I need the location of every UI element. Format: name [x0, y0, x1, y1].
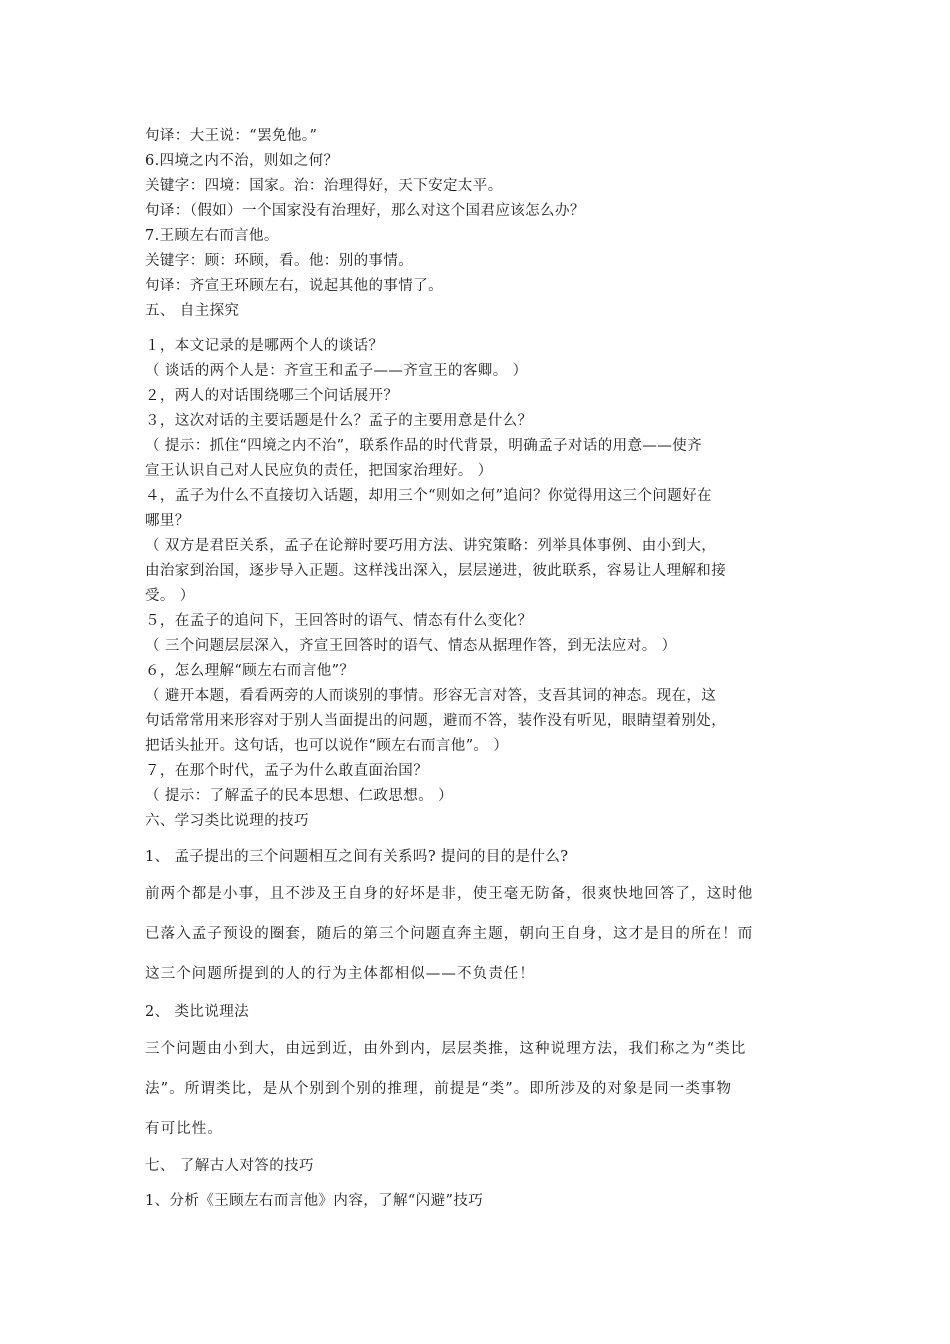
- text-line: 三个问题由小到大，由远到近，由外到内，层层类推，这种说理方法，我们称之为“类比: [145, 1041, 747, 1057]
- question-line: ５，在孟子的追问下，王回答时的语气、情态有什么变化？: [145, 613, 533, 629]
- question-line: ３，这次对话的主要话题是什么？孟子的主要用意是什么？: [145, 413, 533, 429]
- question-line: ７，在那个时代，孟子为什么敢直面治国？: [145, 763, 429, 779]
- question-line: ２，两人的对话围绕哪三个问话展开？: [145, 388, 399, 404]
- answer-line: 由治家到治国，逐步导入正题。这样浅出深入，层层递进，彼此联系，容易让人理解和接: [145, 563, 727, 579]
- text-line: 前两个都是小事，且不涉及王自身的好坏是非，使王毫无防备，很爽快地回答了，这时他: [145, 886, 754, 902]
- answer-line: （ 提示：了解孟子的民本思想、仁政思想。 ）: [145, 788, 454, 804]
- answer-line: （ 避开本题，看看两旁的人而谈别的事情。形容无言对答，支吾其词的神态。现在，这: [145, 688, 717, 704]
- section-heading: 七、 了解古人对答的技巧: [145, 1158, 314, 1174]
- text-line: 句译：齐宣王环顾左右，说起其他的事情了。: [145, 278, 443, 294]
- text-line: 关键字：四境：国家。治：治理得好，天下安定太平。: [145, 178, 503, 194]
- question-line: ４，孟子为什么不直接切入话题，却用三个“则如之何”追问？你觉得用这三个问题好在: [145, 488, 712, 504]
- text-line: 关键字：顾：环顾，看。他：别的事情。: [145, 253, 414, 269]
- section-heading: 六、学习类比说理的技巧: [145, 813, 309, 829]
- text-line: 2、 类比说理法: [145, 1004, 250, 1020]
- text-line: 这三个问题所提到的人的行为主体都相似——不负责任！: [145, 966, 535, 982]
- answer-line: 宣王认识自己对人民应负的责任，把国家治理好。 ）: [145, 463, 493, 479]
- answer-line: （ 谈话的两个人是：齐宣王和孟子——齐宣王的客卿。 ）: [145, 363, 528, 379]
- text-line: 句译：大王说：“罢免他。”: [145, 128, 318, 144]
- answer-line: 把话头扯开。这句话，也可以说作“顾左右而言他”。 ）: [145, 738, 509, 754]
- text-line: 6.四境之内不治，则如之何？: [145, 153, 339, 169]
- answer-line: （ 提示：抓住“四境之内不治”，联系作品的时代背景，明确孟子对话的用意——使齐: [145, 438, 703, 454]
- answer-line: 句话常常用来形容对于别人当面提出的问题，避而不答，装作没有听见，眼睛望着别处，: [145, 713, 727, 729]
- section-heading: 五、 自主探究: [145, 303, 240, 319]
- text-line: 句译：（假如）一个国家没有治理好，那么对这个国君应该怎么办？: [145, 203, 585, 219]
- question-line: ６，怎么理解“顾左右而言他”？: [145, 663, 355, 679]
- text-line: 7.王顾左右而言他。: [145, 228, 279, 244]
- answer-line: （ 三个问题层层深入，齐宣王回答时的语气、情态从据理作答，到无法应对。 ）: [145, 638, 677, 654]
- answer-line: 受。 ）: [145, 588, 195, 604]
- question-line: １，本文记录的是哪两个人的谈话？: [145, 338, 384, 354]
- text-line: 1、分析《王顾左右而言他》内容，了解“闪避”技巧: [145, 1193, 484, 1209]
- text-line: 法”。所谓类比，是从个别到个别的推理，前提是“类”。即所涉及的对象是同一类事物: [145, 1081, 733, 1097]
- question-line: 哪里？: [145, 513, 190, 529]
- text-line: 已落入孟子预设的圈套，随后的第三个问题直奔主题，朝向王自身，这才是目的所在！而: [145, 926, 754, 942]
- text-line: 1、 孟子提出的三个问题相互之间有关系吗? 提问的目的是什么?: [145, 849, 569, 865]
- text-line: 有可比性。: [145, 1121, 223, 1137]
- answer-line: （ 双方是君臣关系，孟子在论辩时要巧用方法、讲究策略：列举具体事例、由小到大，: [145, 538, 717, 554]
